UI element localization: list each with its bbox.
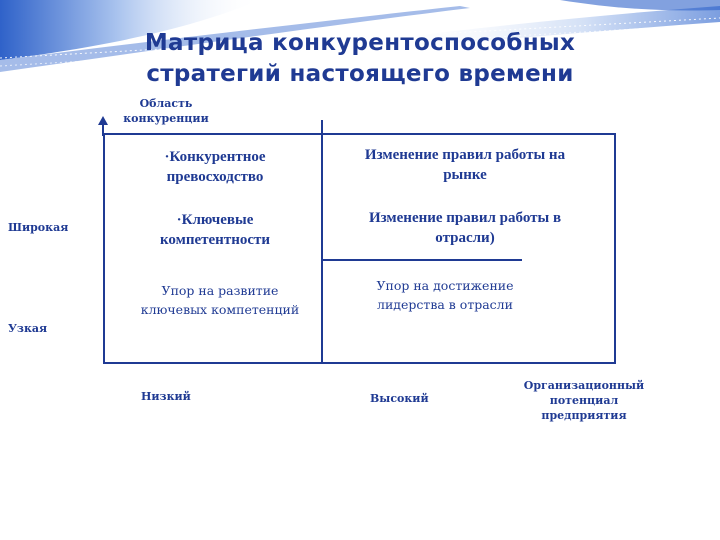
- cell-bottom-left-line-1: Упор на развитие: [161, 283, 279, 298]
- y-axis-wide-label: Широкая: [8, 221, 69, 234]
- cell-top-left-item-1-line-1: ·Конкурентное: [164, 149, 266, 165]
- cell-top-left-item-2: [110, 210, 320, 250]
- cell-bottom-right-line-2: лидерства в отрасли: [377, 297, 513, 312]
- cell-bottom-right: [330, 276, 560, 314]
- y-axis-label: [121, 96, 211, 126]
- y-axis-label-line-1: Область: [139, 97, 193, 110]
- cell-bottom-left-line-2: ключевых компетенций: [140, 302, 300, 317]
- cell-top-right-item-1: [325, 145, 605, 185]
- slide-title: [60, 28, 660, 90]
- matrix-horizontal-divider: [322, 259, 522, 261]
- x-axis-label-line-1: Организационный: [523, 379, 645, 392]
- title-line-1: Матрица конкурентоспособных: [144, 30, 576, 56]
- cell-top-right-item-1-line-1: Изменение правил работы на: [364, 147, 566, 163]
- cell-top-left-item-1-line-2: превосходство: [166, 169, 264, 185]
- cell-top-right-item-1-line-2: рынке: [443, 167, 487, 183]
- y-axis-narrow-label: Узкая: [8, 322, 48, 335]
- matrix-vertical-divider: [321, 120, 323, 364]
- x-axis-low-label: Низкий: [141, 390, 191, 403]
- x-axis-label-line-3: предприятия: [541, 409, 627, 422]
- cell-bottom-right-line-1: Упор на достижение: [376, 278, 514, 293]
- cell-top-right-item-2-line-2: отрасли): [435, 230, 495, 246]
- cell-top-left-item-2-line-2: компетентности: [159, 232, 271, 248]
- x-axis-high-label: Высокий: [370, 392, 429, 405]
- cell-top-left-item-2-line-1: ·Ключевые: [176, 212, 254, 228]
- cell-bottom-left: [110, 281, 330, 319]
- x-axis-label-line-2: потенциал: [549, 394, 619, 407]
- x-axis-label: [514, 378, 654, 423]
- cell-top-left-item-1: [110, 147, 320, 187]
- y-axis-label-line-2: конкуренции: [123, 112, 209, 125]
- cell-top-right-item-2: [325, 208, 605, 248]
- cell-top-right-item-2-line-1: Изменение правил работы в: [368, 210, 562, 226]
- title-line-2: стратегий настоящего времени: [146, 61, 574, 87]
